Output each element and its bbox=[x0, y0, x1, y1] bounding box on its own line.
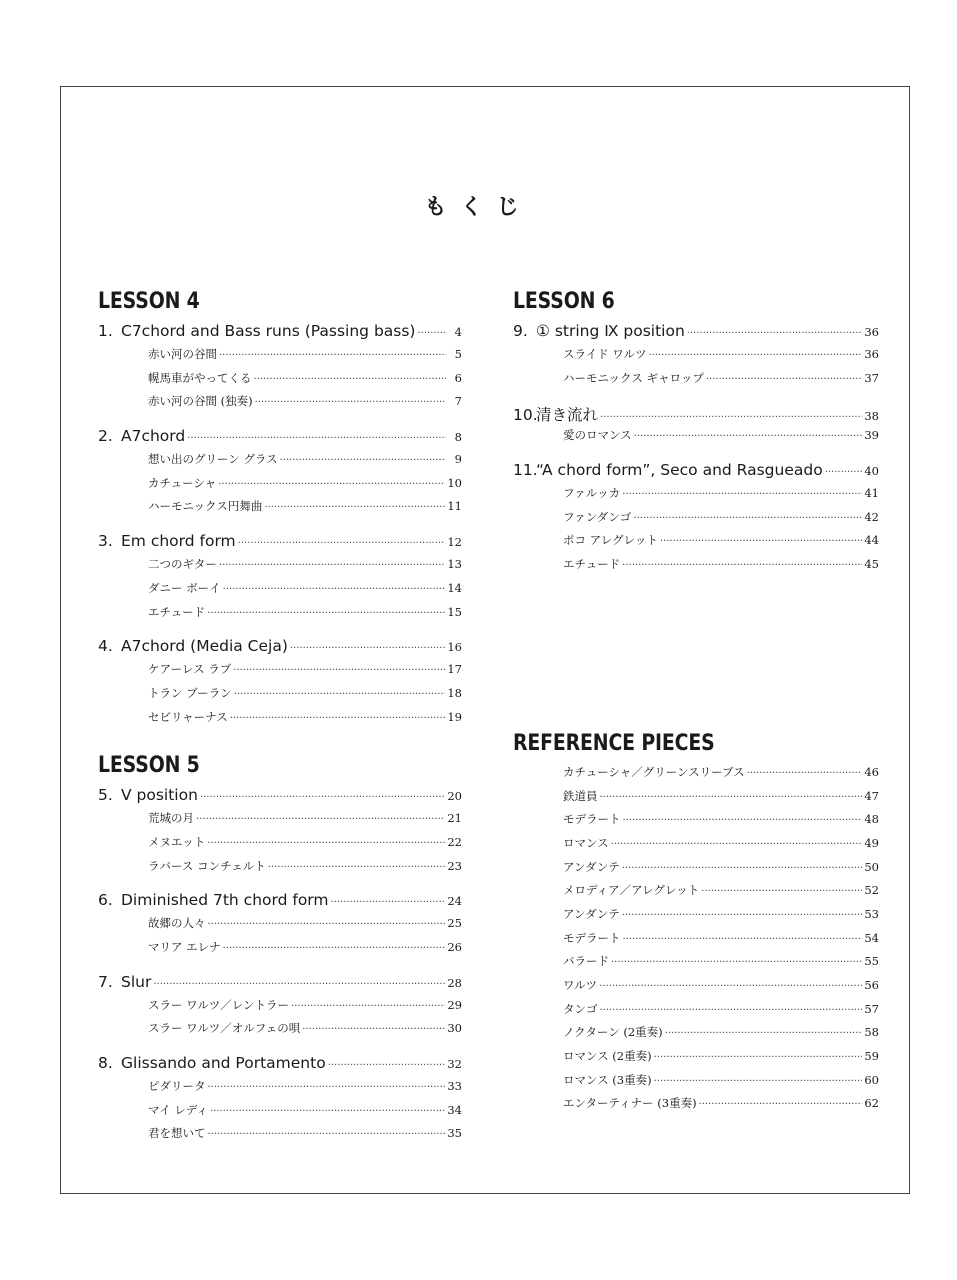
toc-item-entry[interactable] bbox=[513, 1095, 879, 1119]
lesson-block bbox=[98, 288, 462, 732]
dot-leader bbox=[254, 374, 447, 385]
toc-section-entry[interactable] bbox=[98, 1054, 462, 1078]
page-number: 60 bbox=[864, 1072, 879, 1087]
dot-leader bbox=[599, 981, 862, 992]
page-number: 28 bbox=[447, 975, 462, 990]
page-number: 57 bbox=[864, 1001, 879, 1016]
toc-section bbox=[98, 427, 462, 522]
entry-label: モデラート bbox=[563, 930, 621, 945]
toc-item-entry[interactable] bbox=[513, 882, 879, 906]
section-number: 4. bbox=[98, 637, 113, 656]
page-number: 46 bbox=[864, 764, 879, 779]
page-number: 18 bbox=[447, 685, 462, 700]
entry-label: アンダンテ bbox=[563, 859, 620, 874]
entry-label: カチューシャ／グリーンスリーブス bbox=[563, 764, 745, 779]
entry-label: スラー ワルツ／レントラー bbox=[148, 997, 290, 1012]
entry-label: ロマンス (2重奏) bbox=[563, 1049, 652, 1064]
toc-section bbox=[513, 322, 879, 393]
page-number: 36 bbox=[864, 347, 879, 361]
dot-leader bbox=[328, 1060, 446, 1071]
entry-label: トラン ブーラン bbox=[148, 685, 232, 700]
entry-label: ロマンス bbox=[563, 835, 609, 850]
dot-leader bbox=[622, 489, 862, 500]
page-number: 29 bbox=[447, 997, 462, 1012]
section-number: 11. bbox=[513, 461, 538, 480]
dot-leader bbox=[687, 328, 863, 339]
entry-label: セビリャーナス bbox=[148, 709, 228, 724]
page-number: 12 bbox=[447, 535, 462, 550]
page-number: 7 bbox=[454, 394, 462, 409]
toc-item-entry[interactable] bbox=[513, 1024, 879, 1048]
page-title: もくじ bbox=[424, 194, 533, 220]
page-number: 30 bbox=[447, 1021, 462, 1036]
entry-label: ピダリータ bbox=[148, 1079, 206, 1094]
toc-item-entry[interactable] bbox=[98, 346, 462, 370]
entry-label: メヌエット bbox=[148, 834, 206, 849]
toc-section bbox=[98, 1054, 462, 1149]
page-number: 11 bbox=[447, 499, 462, 514]
lesson-heading: REFERENCE PIECES bbox=[513, 730, 715, 756]
toc-item-entry[interactable] bbox=[513, 930, 879, 954]
dot-leader bbox=[233, 665, 445, 676]
toc-section-entry[interactable] bbox=[98, 322, 462, 346]
toc-item-entry[interactable] bbox=[98, 1078, 462, 1102]
page-number: 59 bbox=[864, 1049, 879, 1064]
lesson-heading: LESSON 5 bbox=[98, 753, 200, 779]
page-number: 39 bbox=[864, 428, 879, 443]
dot-leader bbox=[196, 814, 445, 825]
toc-item-entry[interactable] bbox=[513, 370, 879, 394]
dot-leader bbox=[623, 815, 863, 826]
page-number: 35 bbox=[447, 1126, 462, 1141]
entry-label: バラード bbox=[563, 954, 609, 969]
entry-label: ケアーレス ラブ bbox=[148, 662, 232, 677]
toc-section-entry[interactable] bbox=[513, 461, 879, 485]
entry-label: 愛のロマンス bbox=[563, 428, 632, 443]
toc-item-entry[interactable] bbox=[98, 604, 462, 628]
toc-section bbox=[513, 461, 879, 580]
entry-label: A7chord (Media Ceja) bbox=[121, 637, 288, 656]
dot-leader bbox=[611, 839, 863, 850]
entry-label: 鉄道員 bbox=[563, 788, 598, 803]
dot-leader bbox=[331, 897, 446, 908]
page-number: 56 bbox=[864, 978, 879, 992]
toc-item-entry[interactable] bbox=[98, 556, 462, 580]
toc-item-entry[interactable] bbox=[513, 509, 879, 533]
dot-leader bbox=[219, 560, 445, 571]
entry-label: ノクターン (2重奏) bbox=[563, 1025, 663, 1040]
page-number: 37 bbox=[864, 370, 879, 385]
page-number: 13 bbox=[447, 557, 462, 572]
toc-item-entry[interactable] bbox=[513, 953, 879, 977]
page-number: 54 bbox=[864, 930, 879, 945]
page-number: 5 bbox=[454, 347, 462, 361]
page-number: 9 bbox=[454, 452, 462, 467]
section-number: 7. bbox=[98, 972, 113, 991]
dot-leader bbox=[218, 479, 445, 490]
dot-leader bbox=[187, 433, 446, 444]
lesson-heading: LESSON 6 bbox=[513, 289, 615, 314]
dot-leader bbox=[417, 328, 446, 339]
toc-item-entry[interactable] bbox=[98, 580, 462, 604]
page-number: 17 bbox=[447, 662, 462, 677]
entry-label: ダニー ボーイ bbox=[148, 580, 221, 595]
dot-leader bbox=[634, 431, 863, 442]
page-number: 10 bbox=[447, 475, 462, 490]
entry-label: 想い出のグリーン グラス bbox=[148, 452, 278, 467]
entry-label: 君を想いて bbox=[148, 1126, 206, 1141]
dot-leader bbox=[255, 397, 446, 408]
toc-item-entry[interactable] bbox=[513, 532, 879, 556]
toc-item-entry[interactable] bbox=[98, 915, 462, 939]
page-number: 38 bbox=[864, 409, 879, 424]
toc-section bbox=[98, 322, 462, 417]
section-number: 2. bbox=[98, 427, 113, 446]
dot-leader bbox=[600, 412, 862, 423]
page-number: 34 bbox=[447, 1102, 462, 1117]
dot-leader bbox=[153, 979, 445, 990]
dot-leader bbox=[701, 886, 862, 897]
page-number: 62 bbox=[864, 1096, 879, 1111]
entry-label: C7chord and Bass runs (Passing bass) bbox=[121, 322, 416, 340]
dot-leader bbox=[622, 863, 863, 874]
dot-leader bbox=[654, 1076, 863, 1087]
toc-section bbox=[98, 973, 462, 1044]
dot-leader bbox=[747, 768, 863, 779]
entry-label: ハーモニックス ギャロップ bbox=[563, 370, 704, 385]
page-number: 45 bbox=[864, 557, 879, 572]
dot-leader bbox=[219, 350, 446, 361]
toc-item-entry[interactable] bbox=[98, 709, 462, 733]
toc-item-entry[interactable] bbox=[98, 370, 462, 394]
toc-item-entry[interactable] bbox=[513, 977, 879, 1001]
toc-section bbox=[513, 403, 879, 451]
entry-label: ファルッカ bbox=[563, 486, 621, 501]
entry-label: Slur bbox=[121, 972, 152, 991]
toc-item-entry[interactable] bbox=[98, 997, 462, 1021]
toc-item-entry[interactable] bbox=[98, 661, 462, 685]
page-number: 48 bbox=[864, 812, 879, 827]
toc-item-entry[interactable] bbox=[98, 1125, 462, 1149]
dot-leader bbox=[208, 1082, 446, 1093]
entry-label: ポコ アレグレット bbox=[563, 533, 658, 548]
toc-item-entry[interactable] bbox=[98, 475, 462, 499]
entry-label: エンターティナー (3重奏) bbox=[563, 1096, 697, 1111]
toc-item-entry[interactable] bbox=[513, 811, 879, 835]
entry-label: 清き流れ bbox=[536, 406, 599, 425]
toc-section bbox=[98, 532, 462, 627]
toc-section bbox=[98, 891, 462, 962]
page-number: 22 bbox=[447, 834, 462, 849]
toc-item-entry[interactable] bbox=[98, 685, 462, 709]
section-number: 8. bbox=[98, 1054, 113, 1073]
dot-leader bbox=[622, 910, 863, 921]
entry-label: マイ レディ bbox=[148, 1102, 209, 1117]
dot-leader bbox=[623, 934, 863, 945]
toc-section bbox=[98, 637, 462, 732]
toc-item-entry[interactable] bbox=[98, 810, 462, 834]
page-number: 33 bbox=[447, 1079, 462, 1094]
page-number: 40 bbox=[864, 464, 879, 479]
page-number: 4 bbox=[454, 325, 462, 339]
entry-label: スライド ワルツ bbox=[563, 347, 647, 361]
entry-label: 故郷の人々 bbox=[148, 916, 206, 931]
dot-leader bbox=[264, 502, 445, 513]
dot-leader bbox=[280, 455, 446, 466]
section-number: 6. bbox=[98, 891, 113, 910]
section-number: 10. bbox=[513, 406, 538, 425]
page-number: 20 bbox=[447, 789, 462, 804]
lesson-heading: LESSON 4 bbox=[98, 289, 200, 314]
dot-leader bbox=[208, 919, 446, 930]
dot-leader bbox=[291, 1001, 445, 1012]
dot-leader bbox=[622, 560, 862, 571]
entry-label: Diminished 7th chord form bbox=[121, 891, 329, 910]
page-number: 49 bbox=[864, 835, 879, 850]
page-number: 14 bbox=[447, 580, 462, 595]
page-number: 55 bbox=[864, 954, 879, 969]
toc-section-entry[interactable] bbox=[98, 532, 462, 556]
dot-leader bbox=[600, 1005, 863, 1016]
dot-leader bbox=[200, 792, 445, 803]
dot-leader bbox=[648, 350, 862, 361]
dot-leader bbox=[825, 467, 863, 478]
toc-section bbox=[98, 786, 462, 881]
page-number: 50 bbox=[864, 859, 879, 874]
dot-leader bbox=[207, 608, 445, 619]
dot-leader bbox=[238, 538, 446, 549]
entry-label: 荒城の月 bbox=[148, 811, 194, 826]
dot-leader bbox=[302, 1024, 445, 1035]
entry-label: モデラート bbox=[563, 812, 621, 827]
page-number: 42 bbox=[864, 509, 879, 524]
entry-label: ① string Ⅸ position bbox=[536, 322, 685, 340]
entry-label: ハーモニックス円舞曲 bbox=[148, 499, 263, 514]
dot-leader bbox=[234, 689, 446, 700]
page-number: 41 bbox=[864, 486, 879, 501]
page-number: 26 bbox=[447, 940, 462, 954]
entry-label: 二つのギター bbox=[148, 557, 217, 572]
entry-label: カチューシャ bbox=[148, 475, 217, 490]
toc-item-entry[interactable] bbox=[513, 427, 879, 451]
entry-label: タンゴ bbox=[563, 1001, 598, 1016]
page-number: 19 bbox=[447, 709, 462, 724]
toc-item-entry[interactable] bbox=[513, 1048, 879, 1072]
dot-leader bbox=[660, 536, 863, 547]
dot-leader bbox=[665, 1028, 863, 1039]
dot-leader bbox=[223, 943, 446, 954]
dot-leader bbox=[268, 862, 446, 873]
toc-item-entry[interactable] bbox=[98, 834, 462, 858]
page-number: 32 bbox=[447, 1057, 462, 1072]
dot-leader bbox=[230, 713, 446, 724]
toc-section-entry[interactable] bbox=[513, 322, 879, 346]
toc-right-column bbox=[513, 288, 879, 1119]
lesson-block bbox=[98, 752, 462, 1149]
entry-label: アンダンテ bbox=[563, 906, 620, 921]
page-number: 25 bbox=[447, 916, 462, 931]
entry-label: エチュード bbox=[563, 557, 621, 572]
dot-leader bbox=[611, 957, 862, 968]
section-number: 5. bbox=[98, 786, 113, 805]
entry-label: 赤い河の谷間 bbox=[148, 347, 217, 361]
entry-label: ファンダンゴ bbox=[563, 509, 632, 524]
toc-item-entry[interactable] bbox=[98, 498, 462, 522]
toc-item-entry[interactable] bbox=[513, 1072, 879, 1096]
entry-label: ロマンス (3重奏) bbox=[563, 1072, 652, 1087]
dot-leader bbox=[633, 513, 862, 524]
page-number: 6 bbox=[454, 370, 462, 385]
toc-item-entry[interactable] bbox=[513, 835, 879, 859]
toc-item-entry[interactable] bbox=[513, 485, 879, 509]
page-number: 47 bbox=[864, 788, 879, 803]
entry-label: 赤い河の谷間 (独奏) bbox=[148, 394, 253, 409]
toc-section bbox=[513, 764, 879, 1119]
entry-label: ワルツ bbox=[563, 978, 598, 992]
entry-label: V position bbox=[121, 786, 198, 805]
toc-section-entry[interactable] bbox=[98, 786, 462, 810]
toc-section-entry[interactable] bbox=[98, 427, 462, 451]
page-number: 24 bbox=[447, 894, 462, 909]
entry-label: 幌馬車がやってくる bbox=[148, 370, 252, 385]
toc-item-entry[interactable] bbox=[513, 556, 879, 580]
section-number: 9. bbox=[513, 322, 528, 340]
entry-label: ラバース コンチェルト bbox=[148, 858, 266, 873]
page-number: 23 bbox=[447, 858, 462, 873]
toc-item-entry[interactable] bbox=[513, 906, 879, 930]
dot-leader bbox=[600, 792, 863, 803]
entry-label: Glissando and Portamento bbox=[121, 1054, 326, 1073]
dot-leader bbox=[699, 1099, 863, 1110]
dot-leader bbox=[207, 838, 445, 849]
page-number: 44 bbox=[864, 533, 879, 548]
toc-item-entry[interactable] bbox=[513, 859, 879, 883]
lesson-block bbox=[513, 730, 879, 1119]
toc-item-entry[interactable] bbox=[513, 1001, 879, 1025]
entry-label: スラー ワルツ／オルフェの唄 bbox=[148, 1021, 301, 1036]
entry-label: マリア エレナ bbox=[148, 940, 221, 954]
entry-label: エチュード bbox=[148, 604, 206, 619]
section-number: 1. bbox=[98, 322, 113, 340]
entry-label: “A chord form”, Seco and Rasgueado bbox=[536, 461, 823, 480]
toc-section-entry[interactable] bbox=[98, 973, 462, 997]
toc-item-entry[interactable] bbox=[98, 451, 462, 475]
toc-item-entry[interactable] bbox=[513, 764, 879, 788]
page-number: 21 bbox=[447, 811, 462, 826]
dot-leader bbox=[208, 1129, 446, 1140]
page-number: 53 bbox=[864, 906, 879, 921]
entry-label: Em chord form bbox=[121, 532, 236, 551]
dot-leader bbox=[210, 1106, 445, 1117]
dot-leader bbox=[290, 643, 445, 654]
page-number: 36 bbox=[864, 325, 879, 339]
toc-section-entry[interactable] bbox=[513, 403, 879, 427]
entry-label: メロディア／アレグレット bbox=[563, 883, 700, 898]
page-number: 52 bbox=[864, 883, 879, 898]
toc-section-entry[interactable] bbox=[98, 637, 462, 661]
page-number: 16 bbox=[447, 640, 462, 655]
entry-label: A7chord bbox=[121, 427, 186, 446]
dot-leader bbox=[654, 1052, 863, 1063]
dot-leader bbox=[223, 584, 446, 595]
page-number: 58 bbox=[864, 1025, 879, 1040]
toc-item-entry[interactable] bbox=[98, 1020, 462, 1044]
toc-section-entry[interactable] bbox=[98, 891, 462, 915]
toc-item-entry[interactable] bbox=[513, 346, 879, 370]
page-number: 15 bbox=[447, 604, 462, 619]
toc-item-entry[interactable] bbox=[98, 1102, 462, 1126]
section-number: 3. bbox=[98, 532, 113, 551]
toc-item-entry[interactable] bbox=[98, 858, 462, 882]
lesson-block bbox=[513, 288, 879, 580]
toc-left-column bbox=[98, 288, 462, 1149]
toc-item-entry[interactable] bbox=[513, 788, 879, 812]
page-number: 8 bbox=[454, 430, 462, 445]
dot-leader bbox=[706, 374, 863, 385]
toc-item-entry[interactable] bbox=[98, 939, 462, 963]
toc-item-entry[interactable] bbox=[98, 393, 462, 417]
